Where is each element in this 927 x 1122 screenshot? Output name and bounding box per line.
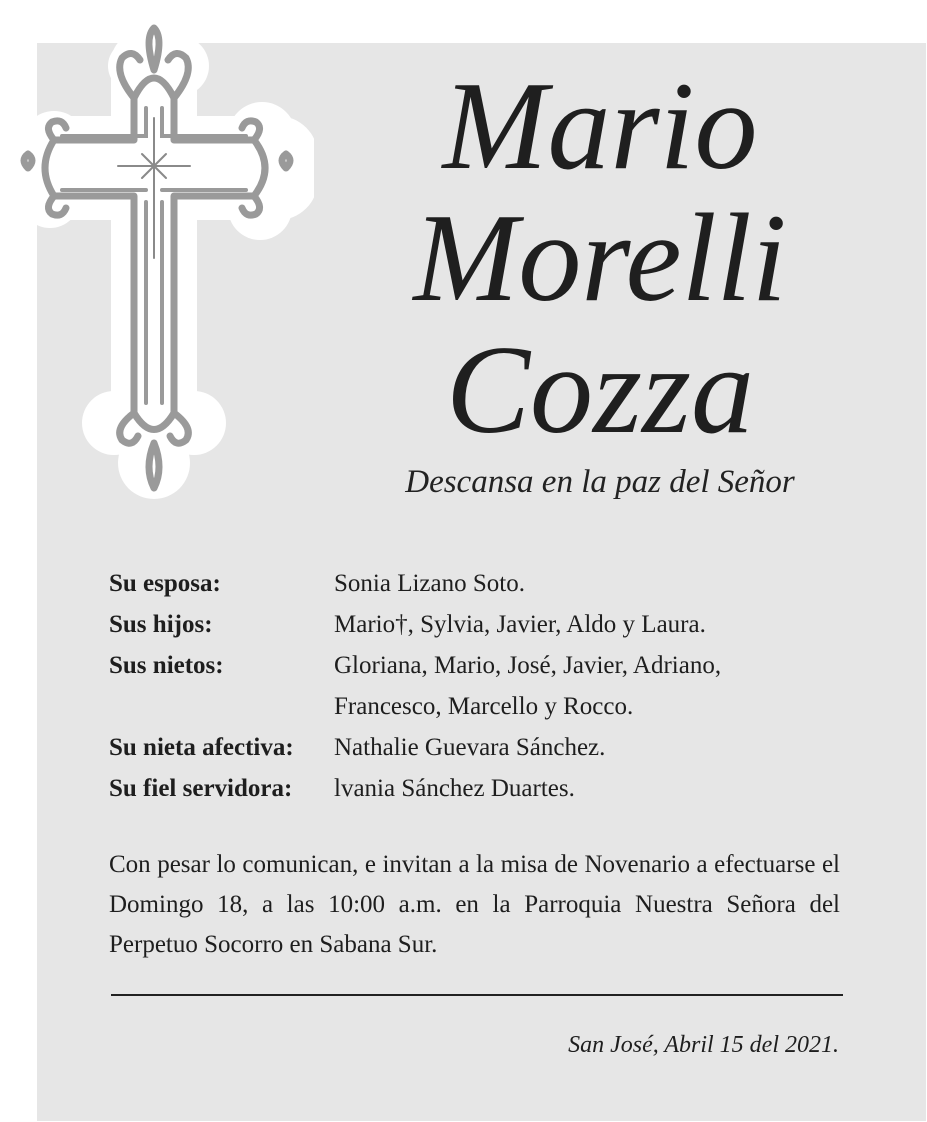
family-row-servidora [109, 768, 869, 809]
family-label: Su nieta afectiva: [109, 734, 294, 761]
family-row-nietos-cont [109, 686, 869, 727]
ornamental-cross-icon [14, 18, 314, 500]
family-names: Nathalie Guevara Sánchez. [334, 734, 606, 761]
family-row-esposa [109, 563, 869, 604]
name-surname-maternal: Cozza [445, 321, 755, 460]
family-row-nieta-afectiva [109, 727, 869, 768]
family-row-hijos [109, 604, 869, 645]
family-row-nietos [109, 645, 869, 686]
family-list [109, 563, 869, 809]
family-label: Su esposa: [109, 570, 221, 597]
family-label: Sus nietos: [109, 652, 224, 679]
family-names: Mario†, Sylvia, Javier, Aldo y Laura. [334, 611, 706, 638]
name-first: Mario [442, 57, 758, 196]
name-surname-paternal: Morelli [413, 189, 787, 328]
family-label: Sus hijos: [109, 611, 213, 638]
family-label-empty [109, 686, 334, 727]
divider [111, 994, 843, 996]
family-names: Sonia Lizano Soto. [334, 570, 525, 597]
family-names: lvania Sánchez Duartes. [334, 775, 575, 802]
mass-notice: Con pesar lo comunican, e invitan a la misa de Novenario a efectuarse el Domingo 18, a las 10:00 a.m. en la Parroquia Nuestra Señora del Perpetuo Socorro en Sabana Sur. [109, 851, 840, 958]
family-names: Gloriana, Mario, José, Javier, Adriano, [334, 652, 722, 679]
family-names: Francesco, Marcello y Rocco. [334, 693, 634, 720]
subtitle: Descansa en la paz del Señor [405, 464, 795, 500]
place-date: San José, Abril 15 del 2021. [568, 1032, 839, 1058]
family-label: Su fiel servidora: [109, 775, 293, 802]
